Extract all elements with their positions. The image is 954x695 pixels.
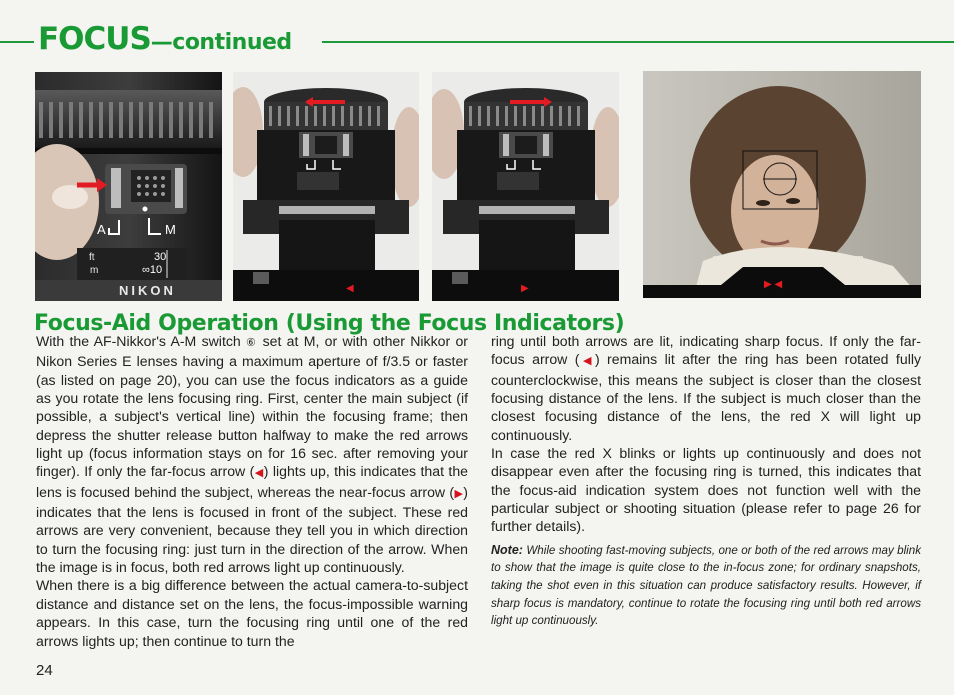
paragraph: When there is a big difference between the actual camera-to-subject distance and distance set on the lens, the focus-impossible warning appears. In this case, turn the focusing ring until one of the red arrows lights up; then continue to turn the	[36, 577, 468, 649]
near-focus-indicator: ▶	[521, 283, 529, 294]
lens-label-m-unit: m	[90, 265, 99, 276]
paragraph: With the AF-Nikkor's A-M switch ⑥ set at M, or with other Nikkor or Nikon Series E lenses having a maximum aperture of f/3.5 or faster (as listed on page 20), you can use the focus indicators as a guide as you rotate the lens focusing ring. First, center the main subject (if possible, a subject's vertical line) within the focusing frame; then depress the shutter release button halfway to make the red arrows light up (focus information stays on for 16 sec. after removing your finger). If only the far-focus arrow (◀) lights up, this indicates that the lens is focused behind the subject, whereas the near-focus arrow (▶) indicates that the lens is focused in front of the subject. These red arrows are very convenient, because they tell you in which direction to turn the focusing ring: just turn in the direction of the arrow. When the image is in focus, both red arrows light up continuously.	[36, 333, 468, 576]
text-column-left	[36, 332, 468, 650]
lens-label-ft: ft	[89, 252, 95, 263]
header-rule-left	[0, 41, 34, 43]
lens-scale-30: 30	[154, 251, 167, 263]
far-focus-arrow-icon: ◀	[254, 467, 264, 480]
page-header	[0, 20, 954, 60]
photo-viewfinder-portrait	[643, 71, 921, 298]
photo-camera-near-focus	[432, 72, 619, 301]
header-rule-right	[322, 41, 954, 43]
lens-closeup-illustration	[35, 72, 222, 301]
photo-lens-closeup	[35, 72, 222, 301]
camera-illustration	[233, 72, 419, 301]
near-focus-arrow-icon: ▶	[454, 487, 464, 500]
paragraph: In case the red X blinks or lights up continuously and does not disappear even after the focusing ring is turned, this indicates that the focus-aid indication system does not function well with the particular subject or shooting situation (please refer to page 26 for further details).	[491, 445, 921, 535]
lens-brand: NIKON	[119, 283, 176, 298]
section-title: Focus-Aid Operation (Using the Focus Indicators)	[34, 311, 625, 336]
note: Note: While shooting fast-moving subjects, one or both of the red arrows may blink to show that the image is quite close to the in-focus zone; for ordinary snapshots, taking the shot even in this situation can produce satisfactory results. However, if sharp focus is mandatory, continue to rotate the focusing ring until both red arrows light up continuously.	[491, 542, 921, 628]
lens-label-a: A	[97, 222, 106, 237]
text-column-right	[491, 332, 921, 630]
lens-scale-inf: ∞10	[142, 264, 163, 276]
camera-illustration	[432, 72, 619, 301]
paragraph: ring until both arrows are lit, indicating sharp focus. If only the far-focus arrow (◀) remains lit after the ring has been rotated fully counterclockwise, this means the subject is closer than the closest focusing distance of the lens. If the subject is much closer than the closest focusing distance of the lens, the red X will light up continuously.	[491, 333, 921, 443]
both-focus-indicators: ▶ ◀	[764, 279, 783, 290]
far-focus-indicator: ◀	[346, 283, 354, 294]
far-focus-arrow-icon: ◀	[579, 355, 595, 368]
page-title: FOCUS—continued	[38, 21, 292, 57]
photo-camera-far-focus	[233, 72, 419, 301]
note-label: Note:	[491, 542, 523, 557]
lens-label-m: M	[165, 222, 176, 237]
portrait-illustration	[643, 71, 921, 298]
page-number: 24	[36, 662, 53, 679]
callout-ref: ⑥	[246, 337, 258, 349]
